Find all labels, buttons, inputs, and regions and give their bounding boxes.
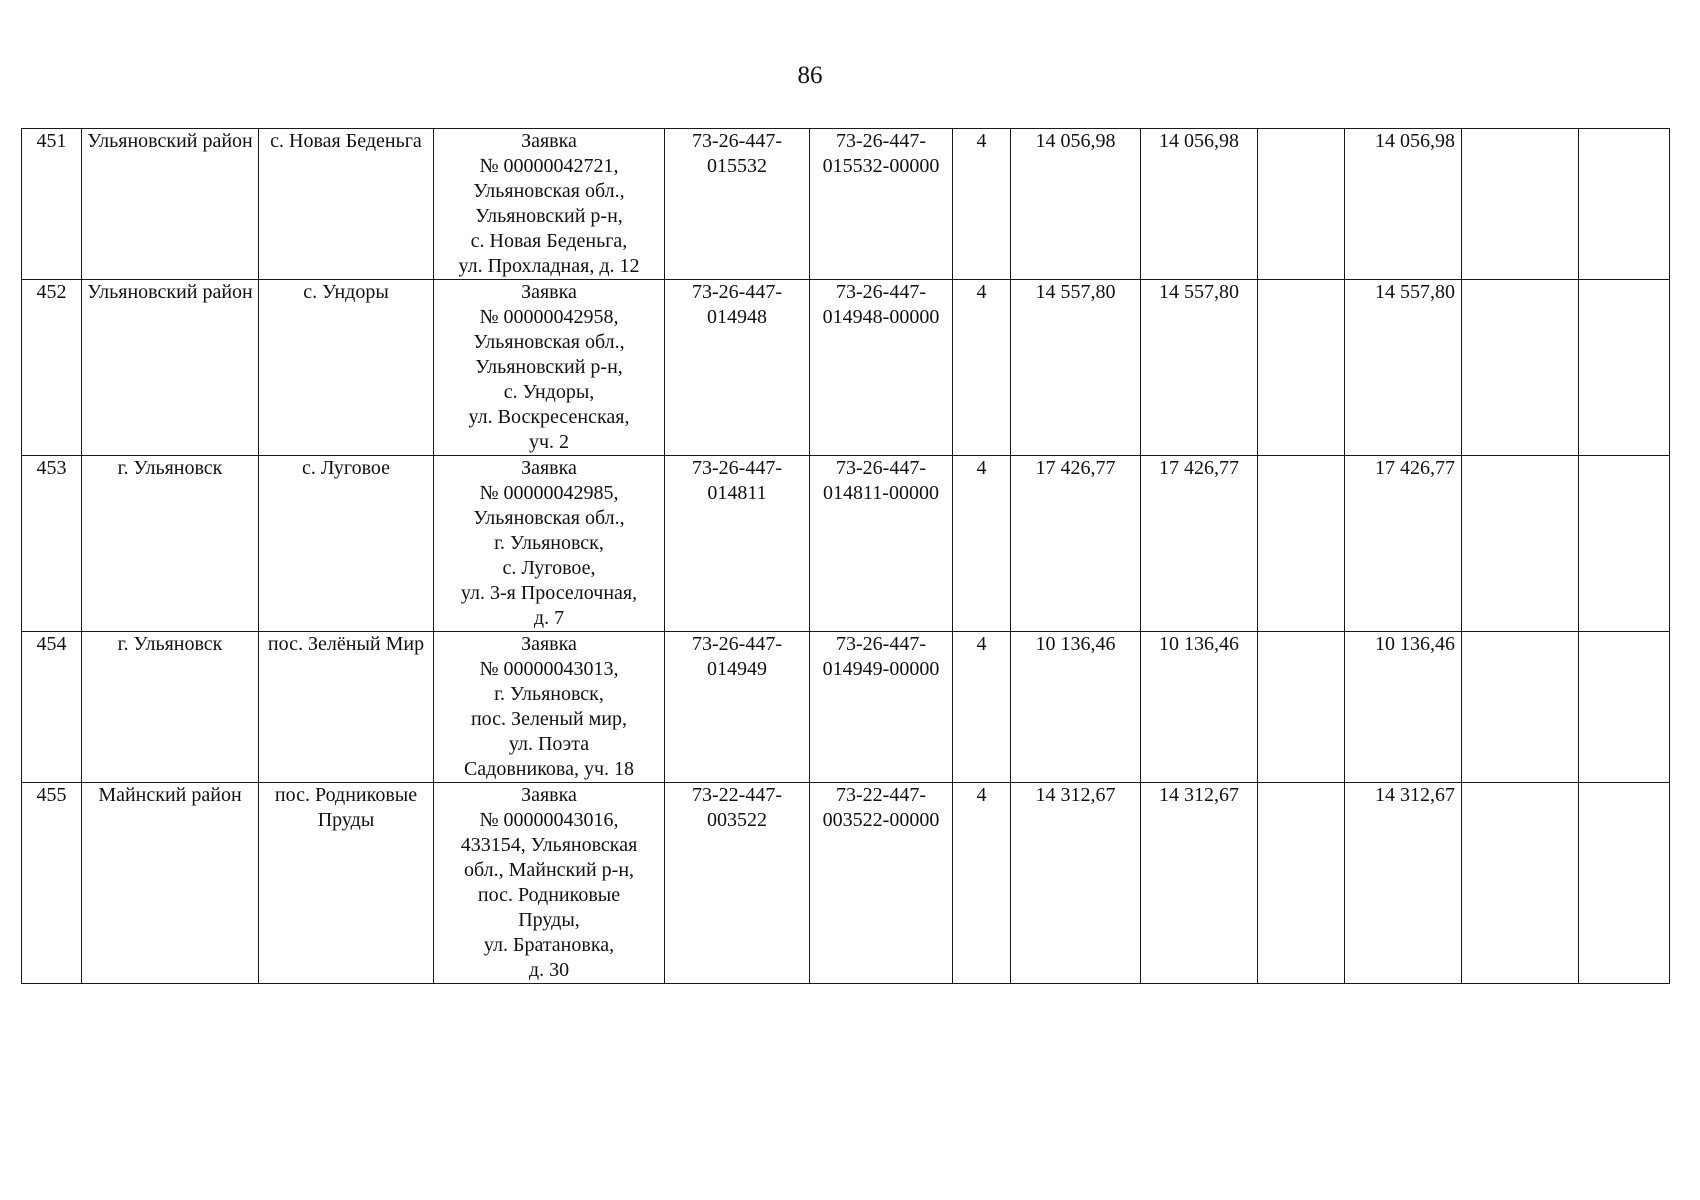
table-row bbox=[22, 632, 1670, 783]
request-line: Заявка bbox=[521, 130, 577, 152]
request-line: ул. Прохладная, д. 12 bbox=[458, 255, 640, 277]
request-line: с. Новая Беденьга, bbox=[470, 230, 628, 252]
quantity-cell: 4 bbox=[953, 783, 1011, 984]
row-number: 455 bbox=[22, 783, 82, 984]
cadastral-code-cell: 73-22-447-003522 bbox=[665, 783, 810, 984]
object-code-cell: 73-22-447-003522-00000 bbox=[810, 783, 953, 984]
object-code-cell: 73-26-447-014948-00000 bbox=[810, 280, 953, 456]
request-cell bbox=[434, 632, 665, 783]
amount-cell: 14 557,80 bbox=[1141, 280, 1258, 456]
empty-cell bbox=[1579, 280, 1670, 456]
settlement-cell: с. Ундоры bbox=[259, 280, 434, 456]
request-line: ул. Воскресенская, bbox=[468, 406, 630, 428]
amount-cell: 14 312,67 bbox=[1141, 783, 1258, 984]
empty-cell bbox=[1462, 280, 1579, 456]
request-line: обл., Майнский р-н, bbox=[463, 859, 635, 881]
request-line: Ульяновская обл., bbox=[473, 331, 625, 353]
request-line: с. Ундоры, bbox=[503, 381, 595, 403]
request-line: Ульяновская обл., bbox=[473, 507, 625, 529]
empty-cell bbox=[1258, 456, 1345, 632]
request-line: д. 30 bbox=[528, 959, 570, 981]
district-cell: г. Ульяновск bbox=[82, 456, 259, 632]
empty-cell bbox=[1579, 456, 1670, 632]
request-line: пос. Зеленый мир, bbox=[470, 708, 628, 730]
request-line: № 00000042958, bbox=[479, 306, 619, 328]
settlement-cell: пос. Зелёный Мир bbox=[259, 632, 434, 783]
table-body bbox=[22, 129, 1670, 984]
request-cell bbox=[434, 129, 665, 280]
object-code-cell: 73-26-447-015532-00000 bbox=[810, 129, 953, 280]
settlement-cell: с. Новая Беденьга bbox=[259, 129, 434, 280]
quantity-cell: 4 bbox=[953, 456, 1011, 632]
request-line: Пруды, bbox=[518, 909, 580, 931]
empty-cell bbox=[1258, 783, 1345, 984]
object-code-cell: 73-26-447-014811-00000 bbox=[810, 456, 953, 632]
amount-cell: 10 136,46 bbox=[1345, 632, 1462, 783]
request-line: Ульяновская обл., bbox=[473, 180, 625, 202]
object-code-cell: 73-26-447-014949-00000 bbox=[810, 632, 953, 783]
request-line: г. Ульяновск, bbox=[494, 683, 604, 705]
table-row bbox=[22, 456, 1670, 632]
district-cell: Майнский район bbox=[82, 783, 259, 984]
amount-cell: 14 056,98 bbox=[1011, 129, 1141, 280]
settlement-cell: пос. Родниковые Пруды bbox=[259, 783, 434, 984]
request-line: ул. 3-я Проселочная, bbox=[460, 582, 638, 604]
amount-cell: 14 557,80 bbox=[1345, 280, 1462, 456]
table-row bbox=[22, 783, 1670, 984]
empty-cell bbox=[1462, 129, 1579, 280]
amount-cell: 10 136,46 bbox=[1011, 632, 1141, 783]
registry-table bbox=[21, 128, 1670, 984]
amount-cell: 14 312,67 bbox=[1011, 783, 1141, 984]
request-line: Заявка bbox=[521, 784, 577, 806]
request-line: Заявка bbox=[521, 633, 577, 655]
empty-cell bbox=[1258, 129, 1345, 280]
quantity-cell: 4 bbox=[953, 280, 1011, 456]
request-cell bbox=[434, 783, 665, 984]
empty-cell bbox=[1579, 129, 1670, 280]
request-line: Ульяновский р-н, bbox=[475, 205, 623, 227]
request-line: г. Ульяновск, bbox=[494, 532, 604, 554]
request-cell bbox=[434, 280, 665, 456]
request-line: ул. Братановка, bbox=[483, 934, 615, 956]
amount-cell: 17 426,77 bbox=[1011, 456, 1141, 632]
empty-cell bbox=[1462, 783, 1579, 984]
row-number: 454 bbox=[22, 632, 82, 783]
empty-cell bbox=[1579, 783, 1670, 984]
row-number: 451 bbox=[22, 129, 82, 280]
request-line: уч. 2 bbox=[528, 431, 570, 453]
district-cell: Ульяновский район bbox=[82, 129, 259, 280]
request-line: д. 7 bbox=[533, 607, 565, 629]
request-line: пос. Родниковые bbox=[477, 884, 621, 906]
amount-cell: 17 426,77 bbox=[1141, 456, 1258, 632]
empty-cell bbox=[1462, 456, 1579, 632]
amount-cell: 10 136,46 bbox=[1141, 632, 1258, 783]
cadastral-code-cell: 73-26-447-015532 bbox=[665, 129, 810, 280]
request-line: № 00000042985, bbox=[479, 482, 619, 504]
empty-cell bbox=[1258, 280, 1345, 456]
amount-cell: 17 426,77 bbox=[1345, 456, 1462, 632]
amount-cell: 14 056,98 bbox=[1345, 129, 1462, 280]
request-line: ул. Поэта bbox=[508, 733, 590, 755]
request-line: Заявка bbox=[521, 281, 577, 303]
request-line: 433154, Ульяновская bbox=[460, 834, 638, 856]
row-number: 452 bbox=[22, 280, 82, 456]
cadastral-code-cell: 73-26-447-014811 bbox=[665, 456, 810, 632]
amount-cell: 14 056,98 bbox=[1141, 129, 1258, 280]
table-row bbox=[22, 129, 1670, 280]
request-line: Заявка bbox=[521, 457, 577, 479]
empty-cell bbox=[1579, 632, 1670, 783]
amount-cell: 14 312,67 bbox=[1345, 783, 1462, 984]
district-cell: Ульяновский район bbox=[82, 280, 259, 456]
page-number: 86 bbox=[797, 62, 823, 89]
table-row bbox=[22, 280, 1670, 456]
request-line: № 00000042721, bbox=[479, 155, 619, 177]
settlement-cell: с. Луговое bbox=[259, 456, 434, 632]
cadastral-code-cell: 73-26-447-014949 bbox=[665, 632, 810, 783]
empty-cell bbox=[1462, 632, 1579, 783]
quantity-cell: 4 bbox=[953, 129, 1011, 280]
request-line: Ульяновский р-н, bbox=[475, 356, 623, 378]
row-number: 453 bbox=[22, 456, 82, 632]
amount-cell: 14 557,80 bbox=[1011, 280, 1141, 456]
request-line: № 00000043016, bbox=[479, 809, 619, 831]
request-line: Садовникова, уч. 18 bbox=[463, 758, 635, 780]
district-cell: г. Ульяновск bbox=[82, 632, 259, 783]
request-cell bbox=[434, 456, 665, 632]
cadastral-code-cell: 73-26-447-014948 bbox=[665, 280, 810, 456]
empty-cell bbox=[1258, 632, 1345, 783]
quantity-cell: 4 bbox=[953, 632, 1011, 783]
request-line: № 00000043013, bbox=[479, 658, 619, 680]
request-line: с. Луговое, bbox=[502, 557, 596, 579]
